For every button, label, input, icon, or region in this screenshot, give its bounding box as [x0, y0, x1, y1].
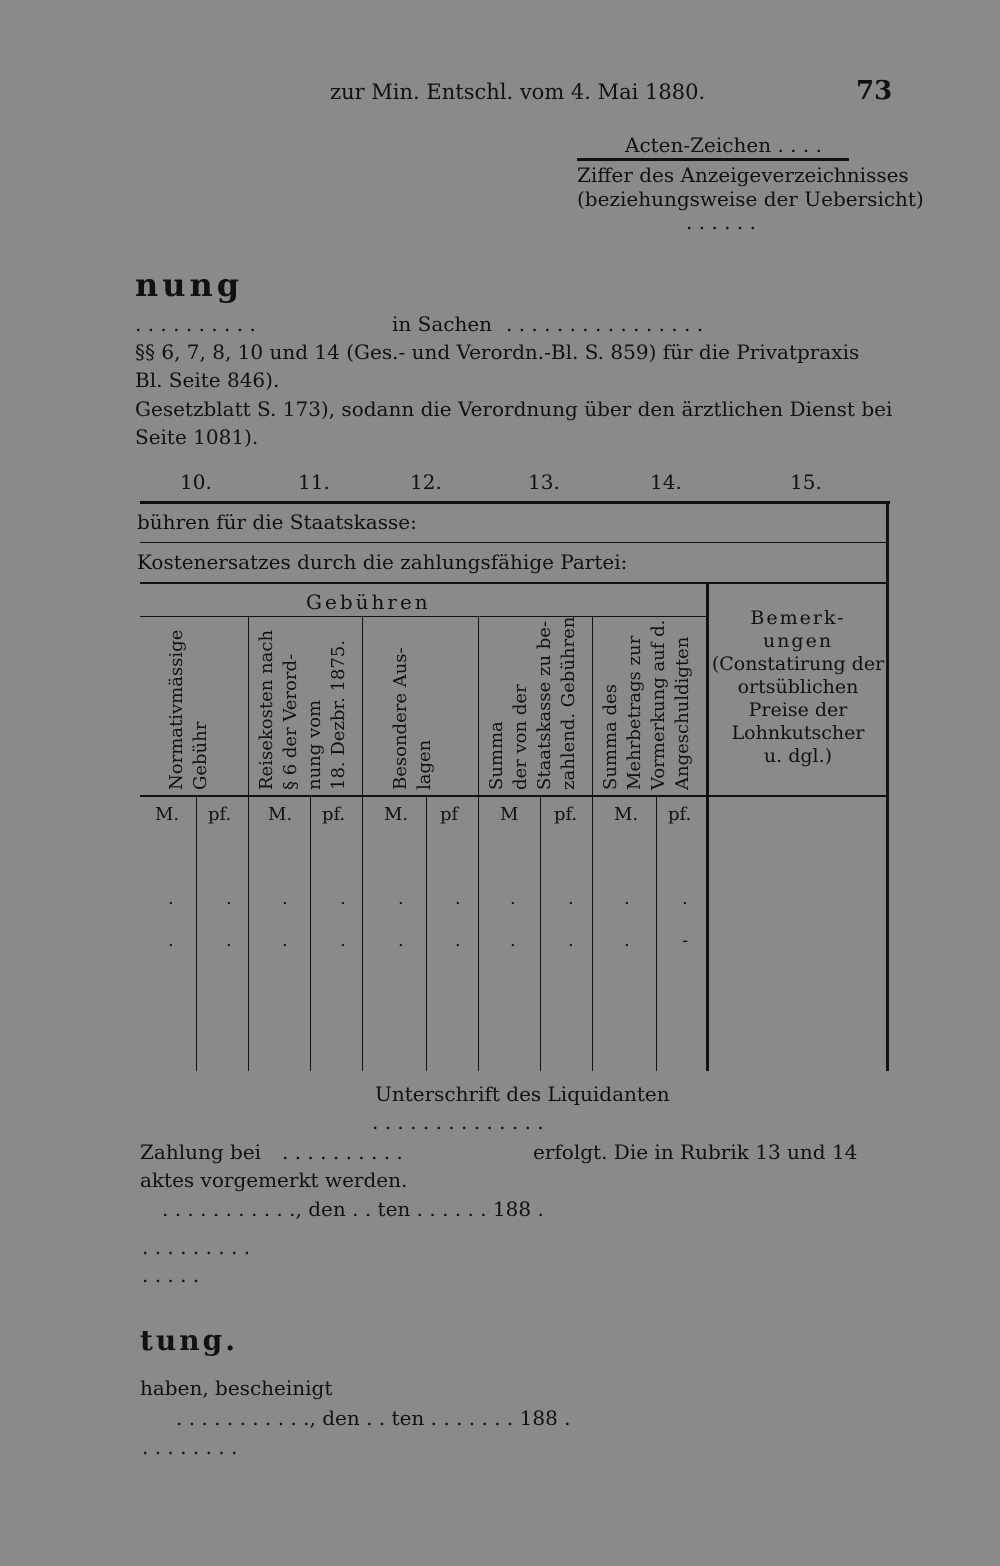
ziffer-line-2: (beziehungsweise der Uebersicht) — [577, 187, 924, 211]
hdr-besondere: Besondere Aus- lagen — [390, 647, 435, 790]
payment-dots: . . . . . . . . . . — [282, 1140, 403, 1164]
sachen-label: in Sachen — [392, 312, 493, 336]
col-num-11: 11. — [298, 470, 330, 494]
table-top-rule — [140, 501, 890, 504]
signature-dots: . . . . . . . . . . . . . . — [372, 1110, 544, 1134]
payment-line-2: aktes vorgemerkt werden. — [140, 1168, 408, 1192]
col-num-13: 13. — [528, 470, 560, 494]
table-right-rule — [886, 501, 889, 1071]
unit-pf-5: pf. — [668, 804, 692, 825]
sachen-left-dots: . . . . . . . . . . — [135, 312, 256, 336]
row-kostenersatz: Kostenersatzes durch die zahlungsfähige Partei: — [137, 550, 628, 574]
body-sep-9 — [656, 797, 657, 1071]
col-num-12: 12. — [410, 470, 442, 494]
unit-m-4: M — [500, 804, 519, 825]
unit-m-2: M. — [268, 804, 293, 825]
body-sep-1 — [196, 797, 197, 1071]
payment-dots-b: . . . . . — [142, 1263, 200, 1287]
payment-text: erfolgt. Die in Rubrik 13 und 14 — [533, 1140, 858, 1164]
signature-label: Unterschrift des Liquidanten — [375, 1082, 670, 1106]
ziffer-line-1: Ziffer des Anzeigeverzeichnisses — [577, 163, 909, 187]
group-header-gebuehren: Gebühren — [306, 590, 431, 614]
body-sep-4 — [362, 797, 363, 1071]
ref-rule — [577, 158, 849, 161]
rule-after-staatskasse — [140, 542, 886, 543]
remarks-sep — [706, 584, 709, 1071]
hdr-summa-staat: Summa der von der Staatskasse zu be- zahlend. Gebühren — [486, 616, 579, 790]
body-sep-5 — [426, 797, 427, 1071]
unit-pf-2: pf. — [322, 804, 346, 825]
body-sep-8 — [592, 797, 593, 1071]
rule-after-kostenersatz — [140, 582, 886, 584]
unit-pf-1: pf. — [208, 804, 232, 825]
body-sep-7 — [540, 797, 541, 1071]
body-sep-6 — [478, 797, 479, 1071]
hdr-sep-4 — [592, 617, 593, 795]
unit-pf-3: pf — [440, 804, 459, 825]
body-sep-2 — [248, 797, 249, 1071]
payment-label: Zahlung bei — [140, 1140, 262, 1164]
unit-pf-4: pf. — [554, 804, 578, 825]
unit-m-3: M. — [384, 804, 409, 825]
unit-m-5: M. — [614, 804, 639, 825]
unit-m-1: M. — [155, 804, 180, 825]
certify-dots: . . . . . . . . — [142, 1435, 238, 1459]
heading2-fragment: tung. — [140, 1324, 238, 1357]
legal-line-2: Bl. Seite 846). — [135, 368, 280, 392]
heading-fragment: nung — [135, 266, 244, 304]
hdr-normativ: Normativmässige Gebühr — [166, 629, 211, 790]
payment-dots-a: . . . . . . . . . — [142, 1235, 251, 1259]
body-sep-3 — [310, 797, 311, 1071]
hdr-reise: Reisekosten nach § 6 der Verord- nung vom 18. Dezbr. 1875. — [256, 629, 349, 790]
acten-zeichen: Acten-Zeichen . . . . — [625, 133, 822, 157]
ref-dots: . . . . . . — [686, 210, 756, 234]
hdr-sep-2 — [362, 617, 363, 795]
col-num-14: 14. — [650, 470, 682, 494]
legal-line-1: §§ 6, 7, 8, 10 und 14 (Ges.- und Verordn.-Bl. S. 859) für die Privatpraxis — [135, 340, 860, 364]
hdr-sep-3 — [478, 617, 479, 795]
legal-line-4: Seite 1081). — [135, 425, 259, 449]
certify-line-1: haben, bescheinigt — [140, 1376, 333, 1400]
payment-date-line: . . . . . . . . . . ., den . . ten . . . . . . 188 . — [162, 1197, 544, 1221]
header-bottom-rule — [140, 795, 886, 797]
col-num-15: 15. — [790, 470, 822, 494]
hdr-sep-1 — [248, 617, 249, 795]
legal-line-3: Gesetzblatt S. 173), sodann die Verordnung über den ärztlichen Dienst bei — [135, 397, 893, 421]
row-staatskasse: bühren für die Staatskasse: — [137, 510, 417, 534]
page: zur Min. Entschl. vom 4. Mai 1880. 73 Acten-Zeichen . . . . Ziffer des Anzeigeverzeichnisses (beziehungsweise der Uebersicht) . . . . . . nung . . . . . . . . . . in Sachen . . . . . . . . . . . . . . . . §§ 6, 7, 8, 10 und 14 (Ges.- und Verordn.-Bl. S. 859) für die Privatpraxis Bl. Seite 846). Gesetzblatt S. 173), sodann die Verordnung über den ärztlichen Dienst bei Seite 1081). 10. 11. 12. 13. 14. 15. bühren für die Staatskasse: Kostenersatzes durch die zahlungsfähige Partei: Gebühren Normativmässige Gebühr Reisekosten nach § 6 der Verord- nung vom 18. Dezbr. 1875. Besondere Aus- lagen Summa der von der Staatskasse zu be- zahlend. Gebühren Summa des Mehrbetrags zur Vormerkung auf d. Angeschuldigten Bemerk- ungen (Constatirung der ortsüblichen Preise der Lohnkutscher u. dgl.) M. pf. M. pf. M. pf M pf. M. pf. . . . . . . . . . . . . . . . . . . . - Unterschrift des Liquidanten . . . . . . . . . . . . . . Zahlung bei . . . . . . . . . . erfolgt. Die in Rubrik 13 und 14 aktes vorgemerkt werden. . . . . . . . . . . ., den . . ten . . . . . . 188 . . . . . . . . . . . . . . . tung. haben, bescheinigt . . . . . . . . . . ., den . . ten . . . . . . . 188 . . . . . . . . . — [135, 76, 924, 1459]
running-head: zur Min. Entschl. vom 4. Mai 1880. — [330, 80, 706, 104]
col-num-10: 10. — [180, 470, 212, 494]
sachen-right-dots: . . . . . . . . . . . . . . . . — [506, 312, 704, 336]
group-underline — [140, 616, 706, 617]
hdr-remarks: Bemerk- ungen (Constatirung der ortsüblichen Preise der Lohnkutscher u. dgl.) — [711, 607, 885, 767]
certify-date-line: . . . . . . . . . . ., den . . ten . . . . . . . 188 . — [176, 1406, 571, 1430]
hdr-summa-mehr: Summa des Mehrbetrags zur Vormerkung auf d. Angeschuldigten — [600, 619, 693, 790]
page-number: 73 — [856, 76, 893, 106]
